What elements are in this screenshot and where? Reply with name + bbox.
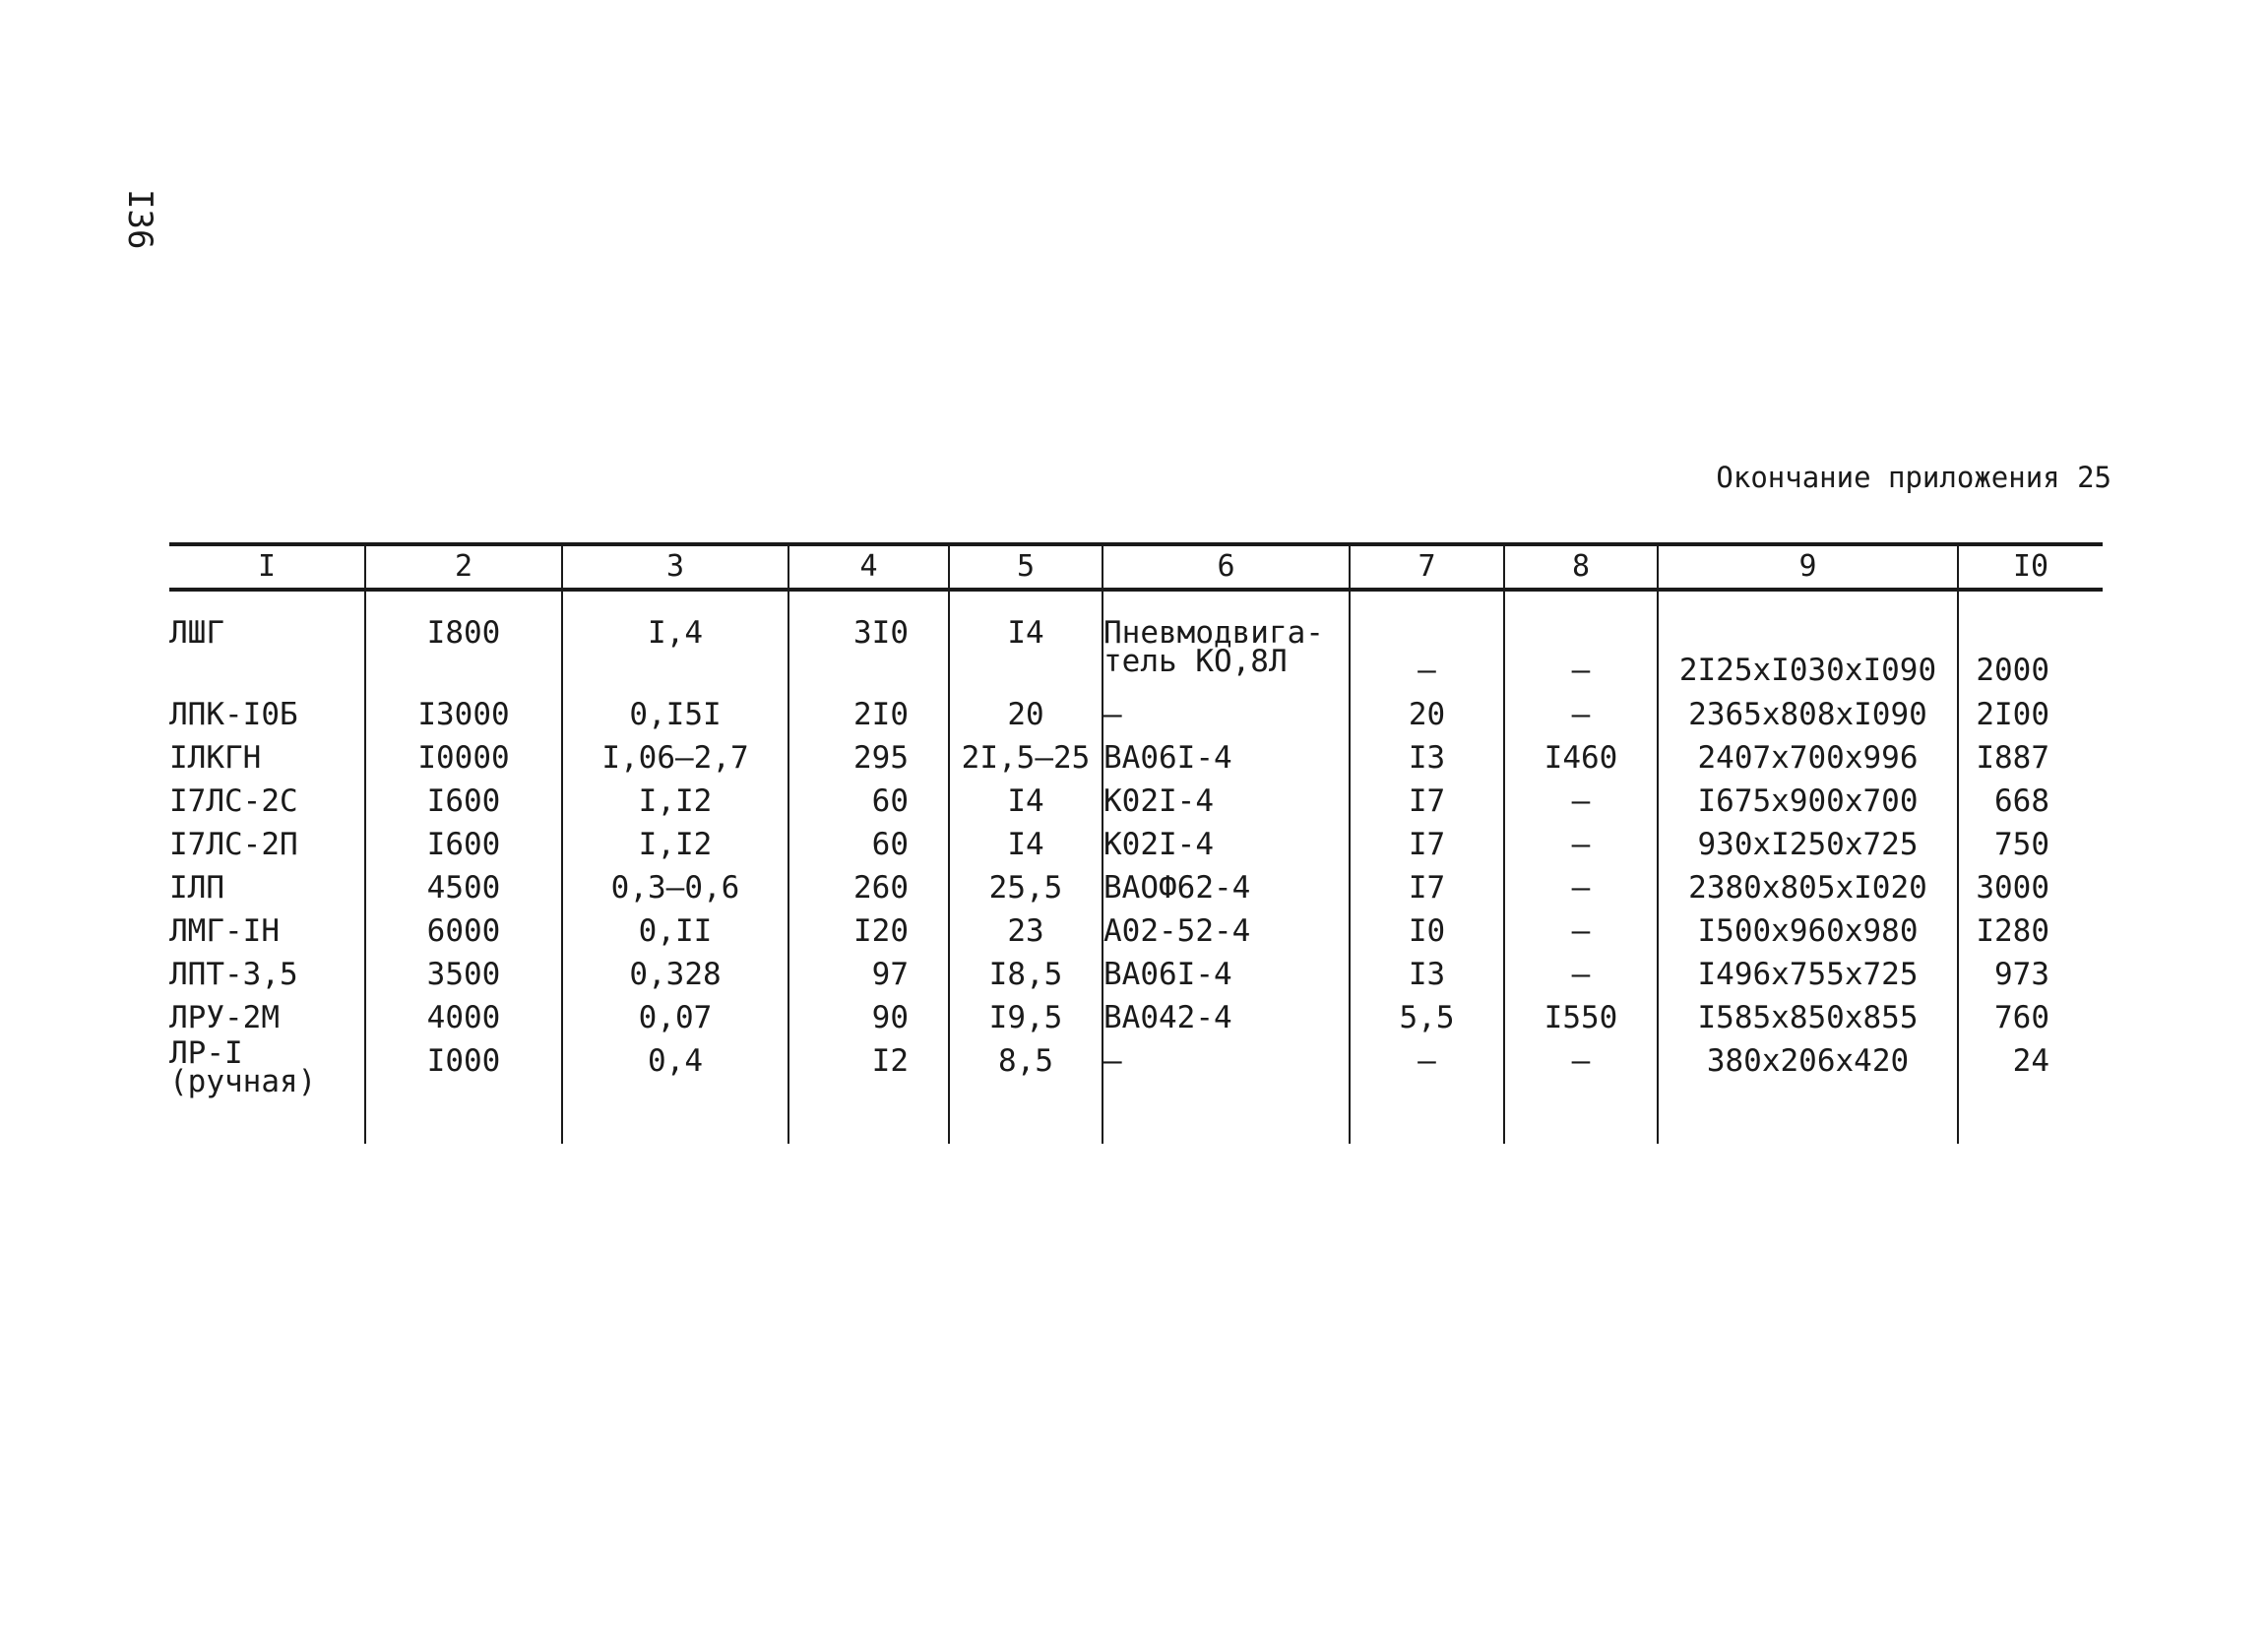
column-header-10: I0 bbox=[1957, 546, 2103, 588]
table-cell: ЛШГ bbox=[169, 615, 224, 651]
table-cell: 5,5 bbox=[1399, 1000, 1455, 1035]
table-cell: 6000 bbox=[426, 913, 501, 949]
table-cell: I2 bbox=[871, 1043, 909, 1079]
table-cell: I20 bbox=[853, 913, 909, 949]
table-cell: – bbox=[1571, 957, 1591, 992]
table-cell: 24 bbox=[2012, 1043, 2049, 1079]
table-cell: – bbox=[1418, 1043, 1436, 1079]
table-cell: I600 bbox=[426, 783, 501, 819]
table-column-5 bbox=[948, 592, 1102, 1144]
column-header-7: 7 bbox=[1349, 546, 1503, 588]
table-cell: I000 bbox=[426, 1043, 501, 1079]
table-cell: 668 bbox=[1994, 783, 2049, 819]
table-cell: 0,328 bbox=[629, 957, 722, 992]
table-cell: Пневмодвига- тель КО,8Л bbox=[1103, 615, 1324, 679]
table-cell: 380x206x420 bbox=[1706, 1043, 1910, 1079]
page-number: I36 bbox=[120, 189, 159, 250]
table-cell: 2365x808xI090 bbox=[1688, 697, 1927, 732]
table-cell: – bbox=[1571, 913, 1591, 949]
table-cell: I7 bbox=[1408, 783, 1446, 819]
table-cell: I887 bbox=[1976, 740, 2049, 776]
table-cell: I585x850x855 bbox=[1697, 1000, 1919, 1035]
table-cell: I280 bbox=[1976, 913, 2049, 949]
table-cell: I3000 bbox=[417, 697, 510, 732]
table-cell: 4500 bbox=[426, 870, 501, 906]
table-cell: 20 bbox=[1007, 697, 1044, 732]
table-cell: – bbox=[1571, 870, 1591, 906]
column-header-2: 2 bbox=[364, 546, 561, 588]
table-cell: I4 bbox=[1007, 827, 1044, 862]
table-cell: ЛМГ-IН bbox=[169, 913, 280, 949]
table-cell: – bbox=[1571, 1043, 1591, 1079]
column-header-4: 4 bbox=[788, 546, 948, 588]
table-cell: I600 bbox=[426, 827, 501, 862]
table-column-7 bbox=[1349, 592, 1503, 1144]
table-caption: Окончание приложения 25 bbox=[1716, 461, 2111, 494]
table-cell: 60 bbox=[871, 783, 909, 819]
table-cell: 3I0 bbox=[853, 615, 909, 651]
table-cell: I496x755x725 bbox=[1697, 957, 1919, 992]
table-cell: А02-52-4 bbox=[1103, 913, 1251, 949]
table-cell: I4 bbox=[1007, 783, 1044, 819]
table-cell: – bbox=[1418, 653, 1436, 688]
table-cell: I,06–2,7 bbox=[601, 740, 749, 776]
table-cell: IЛКГН bbox=[169, 740, 262, 776]
table-cell: 2I00 bbox=[1976, 697, 2049, 732]
table-cell: 295 bbox=[853, 740, 909, 776]
table-cell: – bbox=[1103, 1043, 1122, 1079]
table-cell: 973 bbox=[1994, 957, 2049, 992]
column-header-6: 6 bbox=[1102, 546, 1349, 588]
table-cell: – bbox=[1103, 697, 1122, 732]
table-column-9 bbox=[1657, 592, 1957, 1144]
table-cell: ВА06I-4 bbox=[1103, 740, 1232, 776]
table-column-3 bbox=[561, 592, 788, 1144]
table-cell: ЛР-I (ручная) bbox=[169, 1035, 317, 1099]
table-cell: – bbox=[1571, 783, 1591, 819]
table-column-6 bbox=[1102, 592, 1349, 1144]
table-cell: 2380x805xI020 bbox=[1688, 870, 1927, 906]
table-cell: 3000 bbox=[1976, 870, 2049, 906]
table-cell: 90 bbox=[871, 1000, 909, 1035]
table-cell: ВА06I-4 bbox=[1103, 957, 1232, 992]
table-cell: ВАОФ62-4 bbox=[1103, 870, 1251, 906]
data-table bbox=[169, 542, 2103, 1144]
table-cell: I7 bbox=[1408, 870, 1446, 906]
table-cell: I4 bbox=[1007, 615, 1044, 651]
table-cell: I,I2 bbox=[638, 783, 713, 819]
table-cell: I,I2 bbox=[638, 827, 713, 862]
table-column-4 bbox=[788, 592, 948, 1144]
table-cell: ЛПТ-3,5 bbox=[169, 957, 298, 992]
table-cell: I550 bbox=[1544, 1000, 1618, 1035]
table-cell: ЛРУ-2М bbox=[169, 1000, 280, 1035]
column-header-5: 5 bbox=[948, 546, 1102, 588]
table-cell: 2I,5–25 bbox=[961, 740, 1091, 776]
table-cell: 0,07 bbox=[638, 1000, 713, 1035]
table-body bbox=[169, 592, 2103, 1144]
table-cell: I0 bbox=[1408, 913, 1446, 949]
column-header-8: 8 bbox=[1503, 546, 1657, 588]
table-cell: 0,3–0,6 bbox=[610, 870, 740, 906]
table-cell: 0,4 bbox=[648, 1043, 703, 1079]
table-cell: ВА042-4 bbox=[1103, 1000, 1232, 1035]
table-cell: I675x900x700 bbox=[1697, 783, 1919, 819]
column-header-1: I bbox=[257, 549, 277, 584]
table-column-1 bbox=[169, 592, 364, 1144]
table-cell: 750 bbox=[1994, 827, 2049, 862]
table-cell: I500x960x980 bbox=[1697, 913, 1919, 949]
table-column-8 bbox=[1503, 592, 1657, 1144]
table-cell: I9,5 bbox=[988, 1000, 1063, 1035]
table-cell: – bbox=[1571, 653, 1591, 688]
table-column-2 bbox=[364, 592, 561, 1144]
column-header-3: 3 bbox=[561, 546, 788, 588]
table-cell: 4000 bbox=[426, 1000, 501, 1035]
table-cell: К02I-4 bbox=[1103, 783, 1214, 819]
table-cell: К02I-4 bbox=[1103, 827, 1214, 862]
table-cell: I3 bbox=[1408, 740, 1446, 776]
table-cell: I800 bbox=[426, 615, 501, 651]
table-cell: 25,5 bbox=[988, 870, 1063, 906]
table-cell: 2I0 bbox=[853, 697, 909, 732]
table-cell: 0,I5I bbox=[629, 697, 722, 732]
table-cell: IЛП bbox=[169, 870, 224, 906]
column-header-9: 9 bbox=[1657, 546, 1957, 588]
table-cell: I0000 bbox=[417, 740, 510, 776]
table-cell: I7ЛС-2П bbox=[169, 827, 298, 862]
table-cell: – bbox=[1571, 827, 1591, 862]
table-cell: 0,II bbox=[638, 913, 713, 949]
table-header-row bbox=[169, 546, 2103, 588]
table-cell: 760 bbox=[1994, 1000, 2049, 1035]
table-cell: 20 bbox=[1408, 697, 1446, 732]
table-cell: 2000 bbox=[1976, 653, 2049, 688]
table-cell: 930xI250x725 bbox=[1697, 827, 1919, 862]
table-cell: I8,5 bbox=[988, 957, 1063, 992]
table-cell: I460 bbox=[1544, 740, 1618, 776]
table-cell: 2I25xI030xI090 bbox=[1678, 653, 1937, 688]
table-cell: 3500 bbox=[426, 957, 501, 992]
table-cell: 2407x700x996 bbox=[1697, 740, 1919, 776]
table-cell: 60 bbox=[871, 827, 909, 862]
table-cell: I7ЛС-2С bbox=[169, 783, 298, 819]
table-column-10 bbox=[1957, 592, 2103, 1144]
table-cell: ЛПК-I0Б bbox=[169, 697, 298, 732]
table-cell: – bbox=[1571, 697, 1591, 732]
table-cell: 97 bbox=[871, 957, 909, 992]
table-cell: 260 bbox=[853, 870, 909, 906]
table-cell: I7 bbox=[1408, 827, 1446, 862]
table-cell: 8,5 bbox=[998, 1043, 1053, 1079]
table-cell: 23 bbox=[1007, 913, 1044, 949]
table-cell: I,4 bbox=[648, 615, 703, 651]
table-cell: I3 bbox=[1408, 957, 1446, 992]
